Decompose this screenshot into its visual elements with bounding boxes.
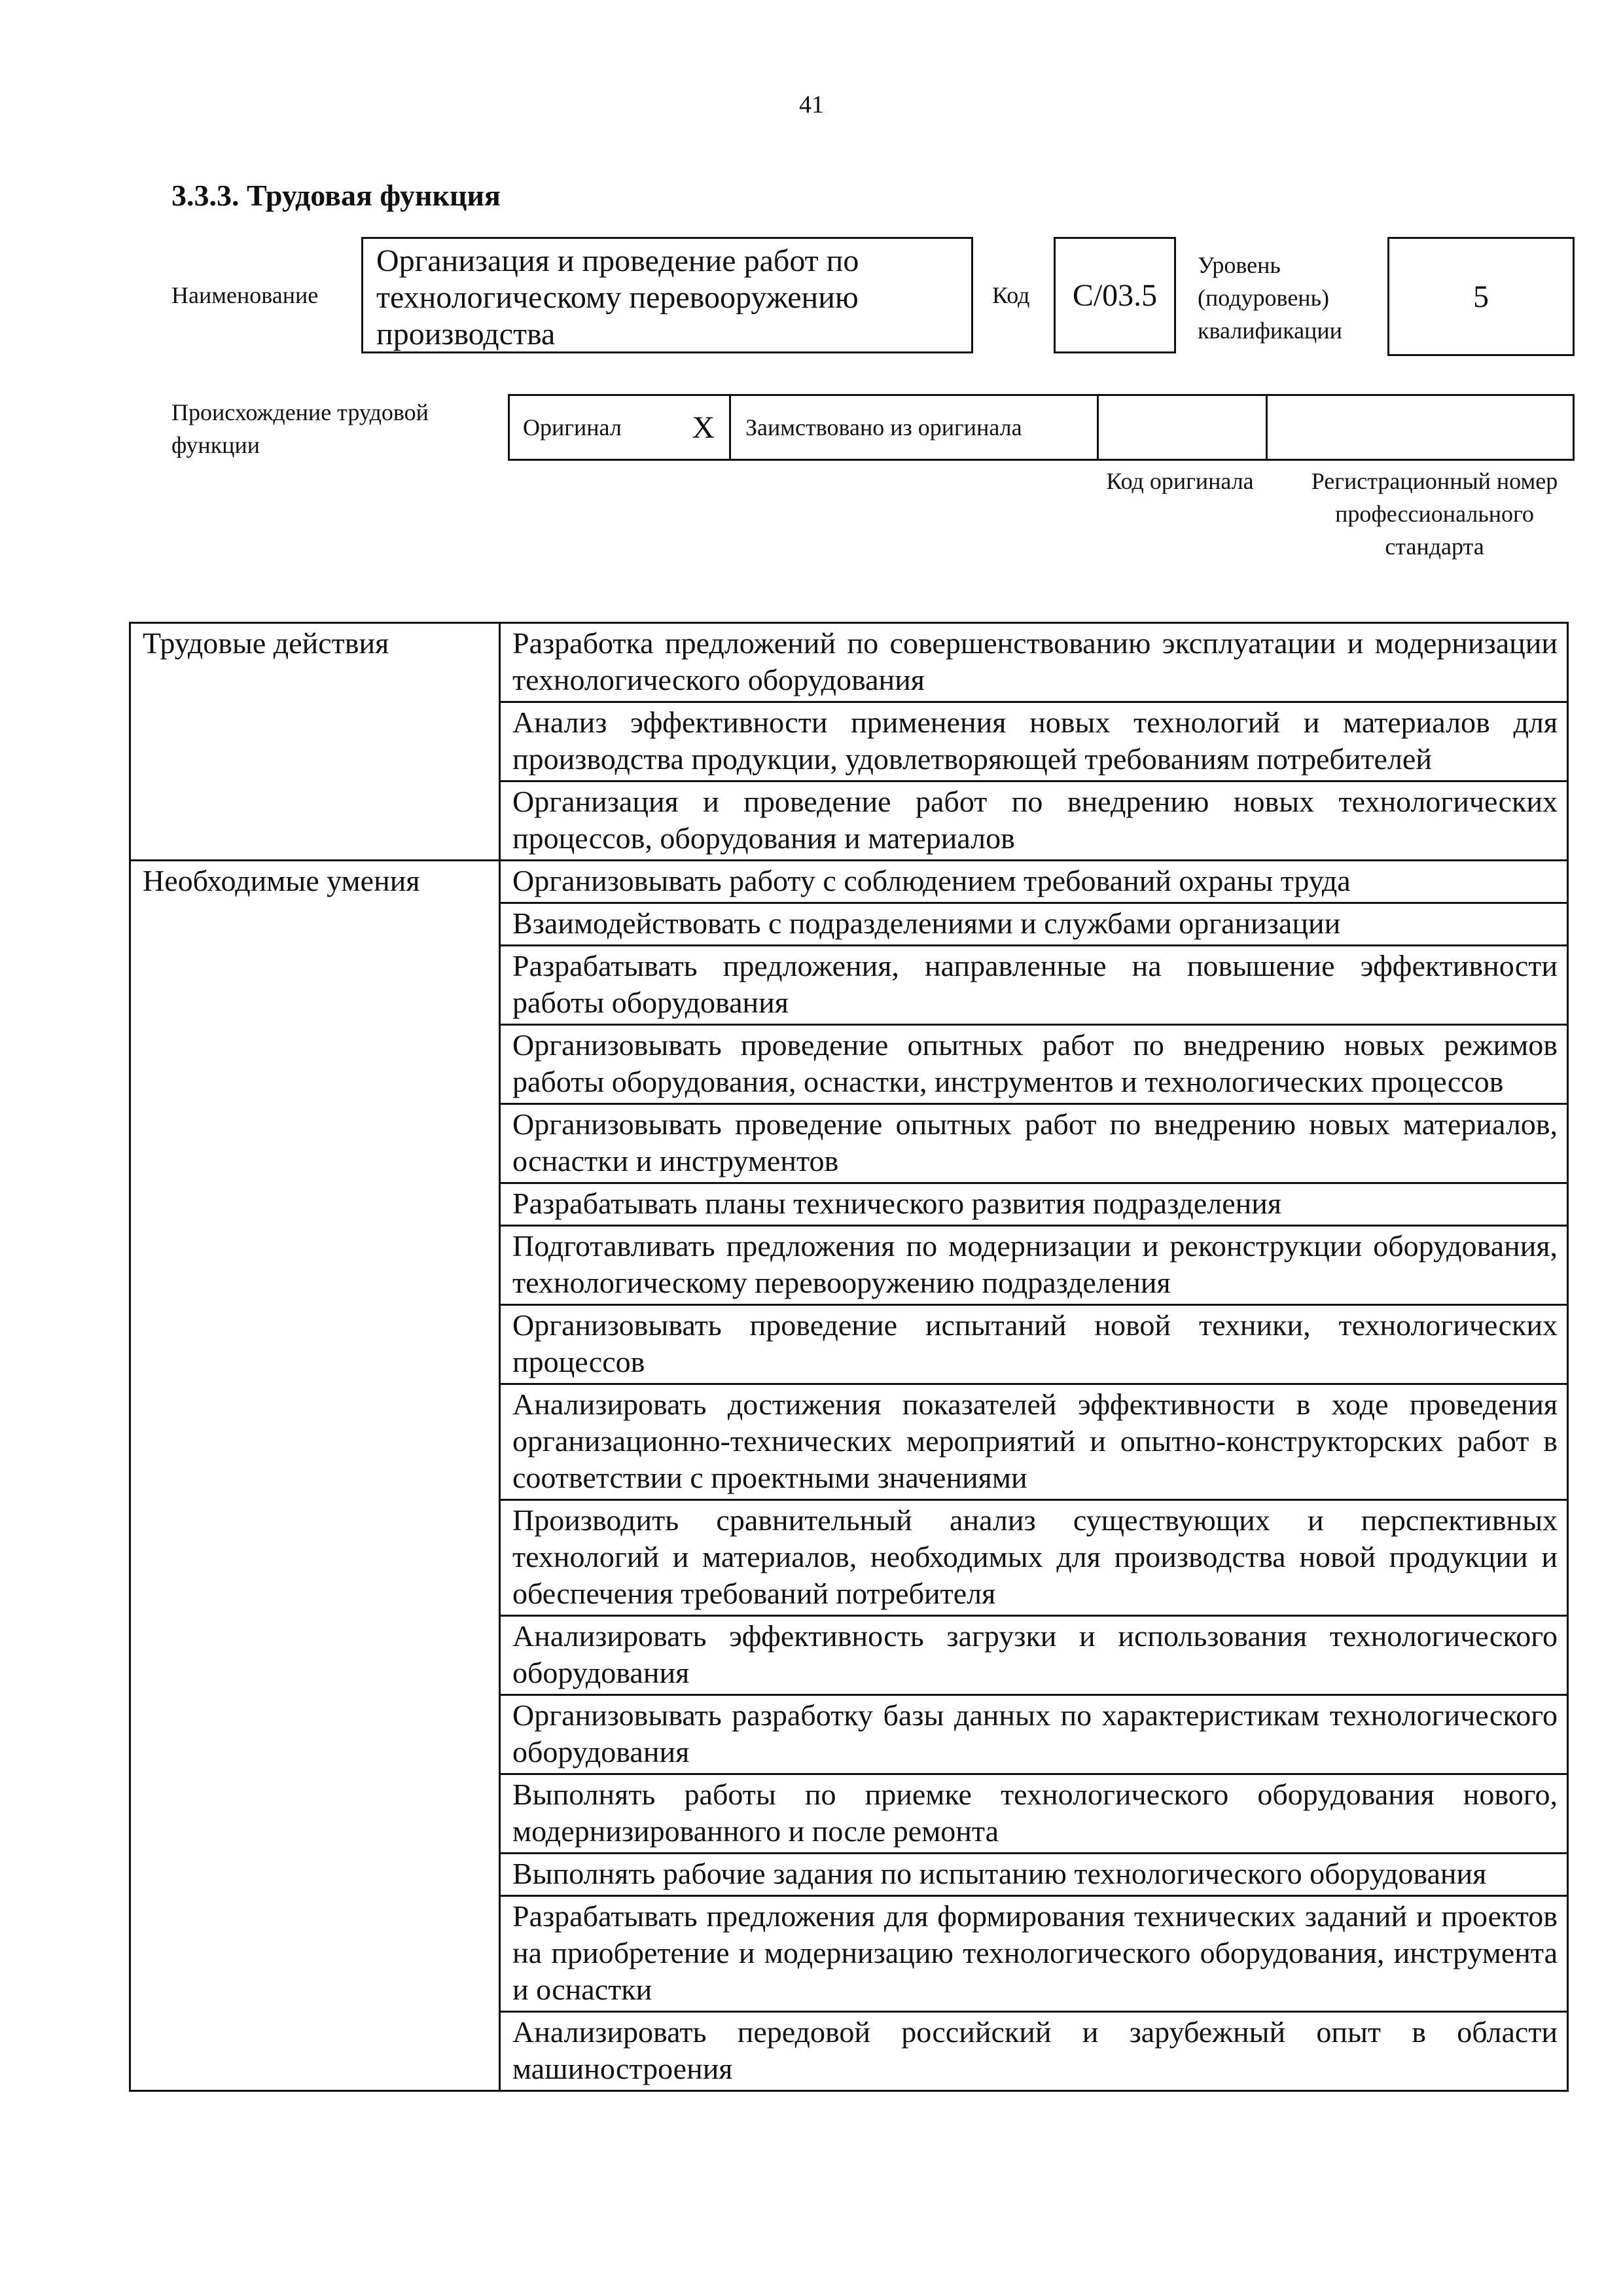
section-title: 3.3.3. Трудовая функция	[171, 179, 501, 212]
code-box: C/03.5	[1054, 237, 1176, 353]
name-label: Наименование	[171, 282, 319, 308]
origin-label: Происхождение трудовой функции	[171, 399, 429, 458]
action-row-text: Организация и проведение работ по внедрению новых технологических процессов, оборудования и материалов	[500, 781, 1568, 861]
skill-row-text: Производить сравнительный анализ существующих и перспективных технологий и материалов, необходимых для производства новой продукции и обеспечения требований потребителя	[500, 1500, 1568, 1616]
borrowed-cell	[731, 396, 1099, 459]
skills-header: Необходимые умения	[130, 861, 500, 2091]
original-code-cell	[1099, 396, 1268, 459]
skill-row-text: Выполнять рабочие задания по испытанию технологического оборудования	[500, 1854, 1568, 1896]
function-name-box: Организация и проведение работ по технологическому перевооружению производства	[361, 237, 973, 353]
skill-row-text: Подготавливать предложения по модернизации и реконструкции оборудования, технологическому перевооружению подразделения	[500, 1226, 1568, 1305]
origin-row	[508, 394, 1575, 461]
page-number: 41	[799, 91, 824, 118]
skill-row-text: Разрабатывать предложения для формирования технических заданий и проектов на приобретение и модернизацию технологического оборудования, инструмента и оснастки	[500, 1896, 1568, 2012]
code-caption: Код оригинала	[1106, 468, 1254, 494]
actions-header: Трудовые действия	[130, 623, 500, 861]
skill-row-text: Анализировать достижения показателей эффективности в ходе проведения организационно-технических мероприятий и опытно-конструкторских работ в соответствии с проектными значениями	[500, 1384, 1568, 1500]
borrowed-label: Заимствовано из оригинала	[745, 414, 1022, 440]
reg-caption: Регистрационный номер профессионального стандарта	[1311, 468, 1558, 560]
code-label: Код	[992, 282, 1030, 308]
skill-row-text: Анализировать передовой российский и зарубежный опыт в области машиностроения	[500, 2012, 1568, 2091]
original-cell	[510, 396, 731, 459]
skill-row-text: Разрабатывать планы технического развития подразделения	[500, 1183, 1568, 1226]
action-row-text: Анализ эффективности применения новых технологий и материалов для производства продукции, удовлетворяющей требованиям потребителей	[500, 702, 1568, 781]
original-label: Оригинал	[523, 414, 622, 440]
skill-row-text: Анализировать эффективность загрузки и использования технологического оборудования	[500, 1616, 1568, 1695]
skill-row-text: Организовывать разработку базы данных по характеристикам технологического оборудования	[500, 1695, 1568, 1774]
action-row	[130, 623, 1568, 702]
skill-row-text: Выполнять работы по приемке технологического оборудования нового, модернизированного и после ремонта	[500, 1774, 1568, 1854]
skill-row-text: Организовывать проведение опытных работ по внедрению новых режимов работы оборудования, оснастки, инструментов и технологических процессов	[500, 1025, 1568, 1104]
function-table	[129, 622, 1569, 2092]
skill-row-text: Организовывать проведение опытных работ по внедрению новых материалов, оснастки и инструментов	[500, 1104, 1568, 1183]
reg-number-cell	[1268, 396, 1573, 459]
skill-row-text: Взаимодействовать с подразделениями и службами организации	[500, 903, 1568, 946]
skill-row	[130, 861, 1568, 903]
skill-row-text: Разрабатывать предложения, направленные на повышение эффективности работы оборудования	[500, 946, 1568, 1025]
skill-row-text: Организовывать работу с соблюдением требований охраны труда	[500, 861, 1568, 903]
action-row-text: Разработка предложений по совершенствованию эксплуатации и модернизации технологического оборудования	[500, 623, 1568, 702]
level-label: Уровень (подуровень) квалификации	[1198, 252, 1342, 344]
level-box: 5	[1387, 237, 1575, 356]
original-mark: X	[692, 410, 715, 445]
skill-row-text: Организовывать проведение испытаний новой техники, технологических процессов	[500, 1305, 1568, 1384]
